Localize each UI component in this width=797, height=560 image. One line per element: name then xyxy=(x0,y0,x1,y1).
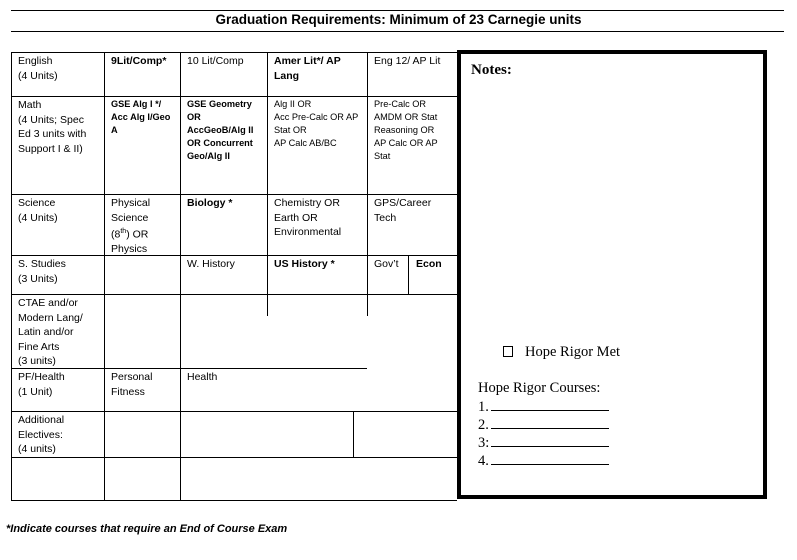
english-10lit: 10 Lit/Comp xyxy=(187,55,244,67)
english-9lit: 9Lit/Comp* xyxy=(111,55,167,67)
math-course-1-line2: Acc Alg I/Geo xyxy=(111,112,171,122)
science-physical-line3 xyxy=(111,225,150,242)
pf-personal-fitness xyxy=(111,370,152,399)
science-course-3 xyxy=(274,196,341,240)
math-course-1-line1: GSE Alg I */ xyxy=(111,99,162,109)
ctae-line1: CTAE and/or xyxy=(18,297,78,309)
science-grade-suffix: ) OR xyxy=(126,228,149,241)
col-line-1 xyxy=(104,52,105,501)
math-course-2-line3: AccGeoB/Alg II xyxy=(187,125,254,135)
studies-subject: S. Studies xyxy=(18,258,66,270)
math-subject: Math xyxy=(18,99,42,111)
course-blank-4[interactable] xyxy=(491,453,609,465)
science-physical-line4: Physics xyxy=(111,243,148,255)
math-course-4 xyxy=(374,98,438,163)
science-units: (4 Units) xyxy=(18,211,58,224)
requirements-table xyxy=(11,52,457,501)
math-course-4-line3: Reasoning OR xyxy=(374,125,435,135)
page-title: Graduation Requirements: Minimum of 23 Carnegie units xyxy=(215,12,582,27)
course-line-1-label: 1. xyxy=(478,399,489,415)
top-rule xyxy=(11,10,784,11)
pf-row xyxy=(18,370,65,399)
science-physical-line2: Science xyxy=(111,211,149,224)
notes-box xyxy=(457,50,767,499)
math-course-4-line4: AP Calc OR AP xyxy=(374,138,438,148)
pf-health: Health xyxy=(187,371,218,383)
studies-govt: Gov’t xyxy=(374,258,399,270)
course-line-2 xyxy=(478,417,609,434)
science-biology: Biology * xyxy=(187,197,233,209)
ctae-units: (3 units) xyxy=(18,355,56,367)
math-course-3-line4: AP Calc AB/BC xyxy=(274,138,337,148)
science-course-3-line2: Earth OR xyxy=(274,211,318,224)
studies-row xyxy=(18,257,66,286)
pf-personal-fitness-line2: Fitness xyxy=(111,385,145,398)
course-blank-1[interactable] xyxy=(491,399,609,411)
science-course-4-line1: GPS/Career xyxy=(374,197,432,209)
course-blank-3[interactable] xyxy=(491,435,609,447)
pf-units: (1 Unit) xyxy=(18,385,53,398)
science-grade-prefix: (8 xyxy=(111,228,121,241)
col-line-2 xyxy=(180,52,181,501)
english-amer-lit-line1: Amer Lit*/ AP xyxy=(274,55,341,67)
electives-units: (4 units) xyxy=(18,443,56,455)
math-course-4-line2: AMDM OR Stat xyxy=(374,112,438,122)
table-border-top xyxy=(11,52,457,53)
math-course-1-line3: A xyxy=(111,125,118,135)
math-units-3: Support I & II) xyxy=(18,142,83,155)
hope-rigor-courses-title: Hope Rigor Courses: xyxy=(478,380,601,396)
course-line-1 xyxy=(478,399,609,416)
science-physical xyxy=(111,196,150,257)
course-line-3 xyxy=(478,435,609,452)
science-row xyxy=(18,196,58,225)
english-eng12: Eng 12/ AP Lit xyxy=(374,55,441,67)
math-course-2-line4: OR Concurrent xyxy=(187,138,253,148)
col-line-3 xyxy=(267,52,268,316)
english-row xyxy=(18,54,58,83)
col-line-gov-econ xyxy=(408,255,409,294)
science-grade-sup: th xyxy=(120,228,127,235)
electives-row xyxy=(18,413,64,457)
row-line-4 xyxy=(11,294,457,295)
english-amer-lit-line2: Lang xyxy=(274,69,300,82)
row-line-2 xyxy=(11,194,457,195)
row-line-3 xyxy=(11,255,457,256)
math-units-1: (4 Units; Spec xyxy=(18,113,84,126)
studies-units: (3 Units) xyxy=(18,272,58,285)
math-course-2-line1: GSE Geometry xyxy=(187,99,252,109)
col-line-electives-a xyxy=(353,411,354,457)
science-course-3-line3: Environmental xyxy=(274,226,342,238)
footnote: *Indicate courses that require an End of Course Exam xyxy=(6,523,288,535)
science-course-4 xyxy=(374,196,431,225)
science-course-4-line2: Tech xyxy=(374,211,397,224)
row-line-1 xyxy=(11,96,457,97)
math-row xyxy=(18,98,86,156)
studies-w-history: W. History xyxy=(187,258,235,270)
course-line-4-label: 4. xyxy=(478,453,489,469)
electives-line1: Additional xyxy=(18,414,65,426)
notes-title: Notes: xyxy=(471,62,512,78)
pf-subject: PF/Health xyxy=(18,371,65,383)
course-line-4 xyxy=(478,453,609,470)
title-rule xyxy=(11,31,784,32)
math-course-3-line3: Stat OR xyxy=(274,125,307,135)
science-physical-line1: Physical xyxy=(111,197,151,209)
math-course-2-line5: Geo/Alg II xyxy=(187,151,230,161)
science-subject: Science xyxy=(18,197,56,209)
math-course-2-line2: OR xyxy=(187,112,201,122)
course-line-2-label: 2. xyxy=(478,417,489,433)
english-subject: English xyxy=(18,55,53,67)
col-line-4 xyxy=(367,52,368,316)
english-amer-lit xyxy=(274,54,341,83)
row-line-6 xyxy=(11,411,457,412)
science-course-3-line1: Chemistry OR xyxy=(274,197,340,209)
hope-rigor-met xyxy=(503,344,620,361)
ctae-row xyxy=(18,296,83,369)
studies-us-history: US History * xyxy=(274,258,335,270)
math-course-1 xyxy=(111,98,170,137)
course-line-3-label: 3: xyxy=(478,435,490,451)
ctae-line4: Fine Arts xyxy=(18,340,60,353)
ctae-line2: Modern Lang/ xyxy=(18,311,83,324)
hope-rigor-met-label: Hope Rigor Met xyxy=(525,344,621,360)
math-course-3-line2: Acc Pre-Calc OR AP xyxy=(274,112,359,122)
pf-personal-fitness-line1: Personal xyxy=(111,371,153,383)
math-course-4-line5: Stat xyxy=(374,151,391,161)
math-units-2: Ed 3 units with xyxy=(18,128,87,140)
table-border-bottom xyxy=(11,500,457,501)
course-blank-2[interactable] xyxy=(491,417,609,429)
row-line-7 xyxy=(11,457,457,458)
math-course-3-line1: Alg II OR xyxy=(274,99,312,109)
math-course-2 xyxy=(187,98,253,163)
electives-line2: Electives: xyxy=(18,428,63,441)
english-units: (4 Units) xyxy=(18,69,58,82)
studies-econ: Econ xyxy=(416,258,442,270)
ctae-line3: Latin and/or xyxy=(18,326,74,338)
math-course-3 xyxy=(274,98,358,150)
table-border-left xyxy=(11,52,12,501)
hope-rigor-checkbox[interactable] xyxy=(503,346,513,357)
math-course-4-line1: Pre-Calc OR xyxy=(374,99,427,109)
